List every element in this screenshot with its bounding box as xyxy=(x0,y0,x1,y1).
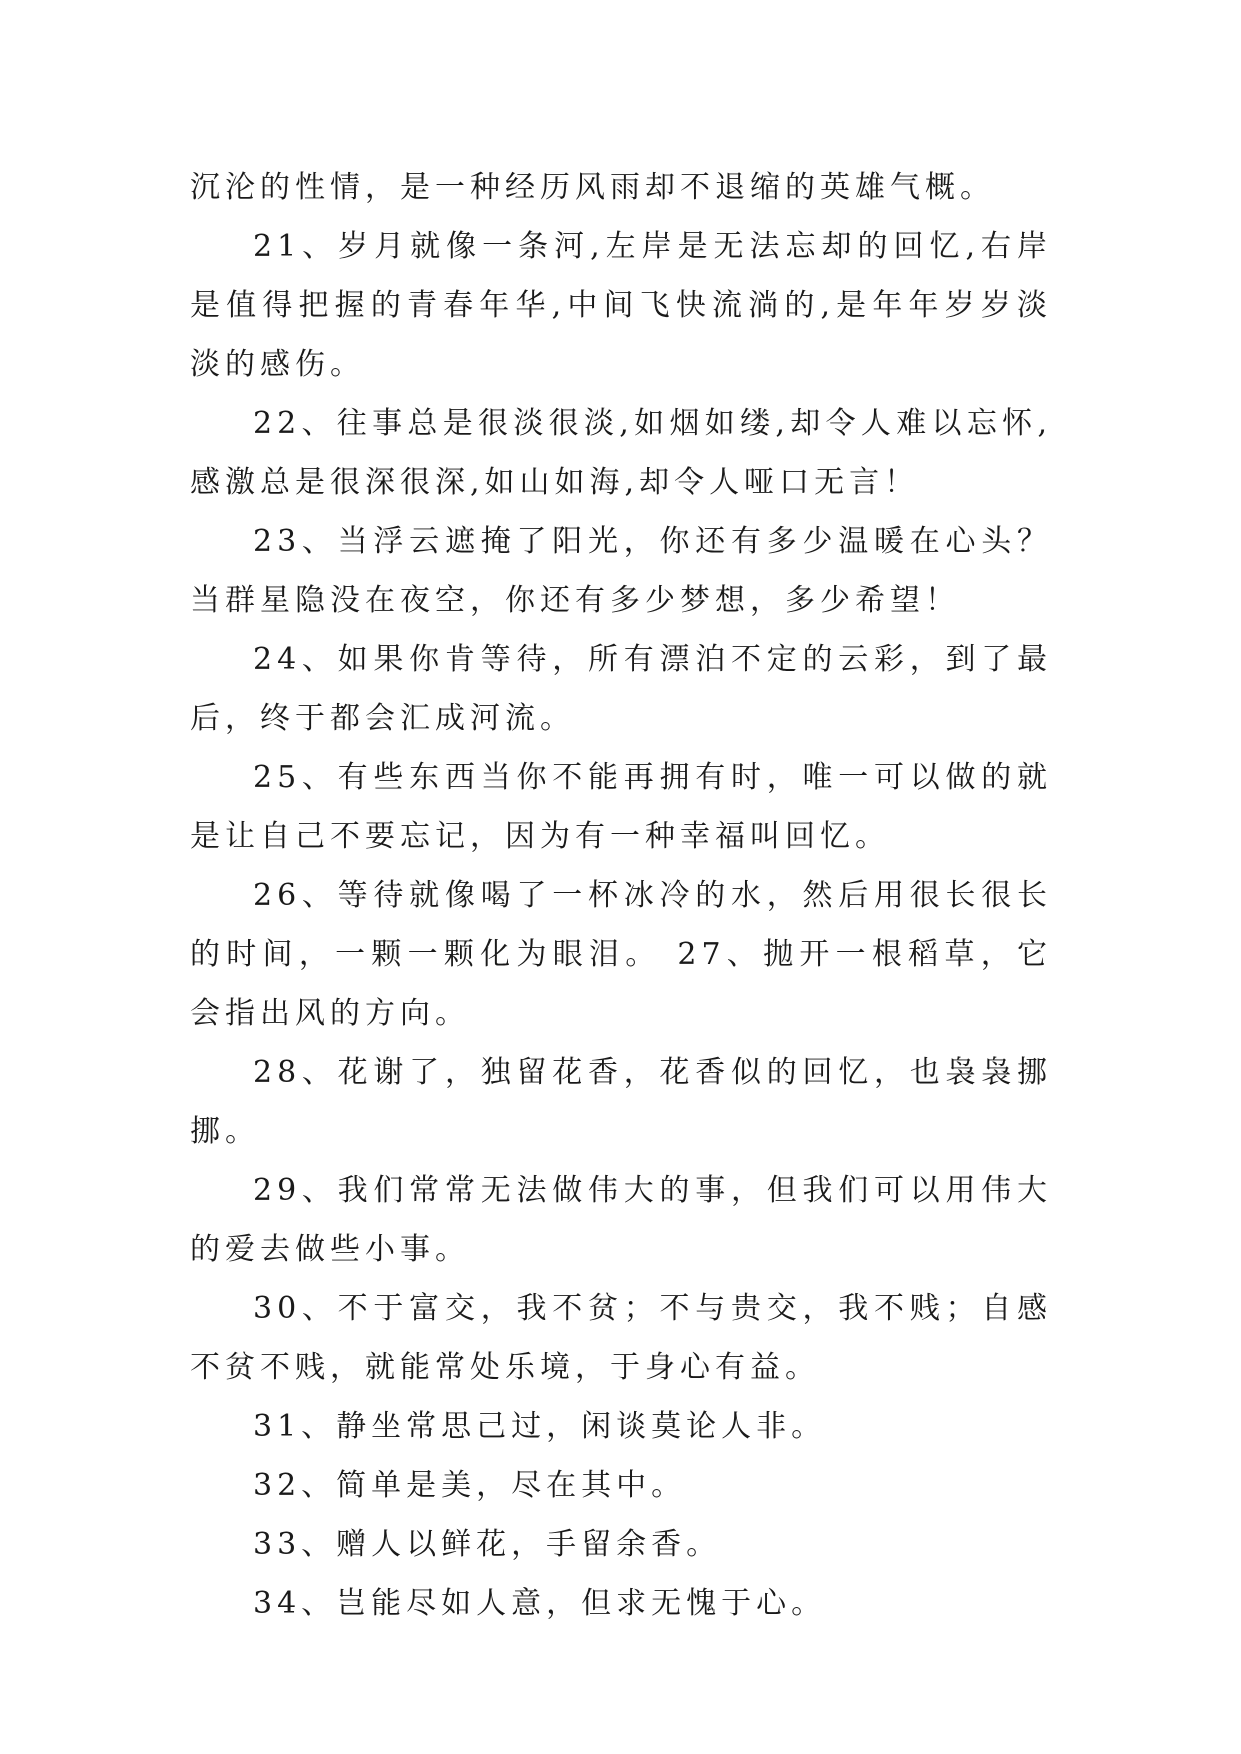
paragraph: 31、静坐常思己过，闲谈莫论人非。 xyxy=(253,1409,827,1444)
paragraph: 32、简单是美，尽在其中。 xyxy=(253,1468,687,1503)
paragraph: 29、我们常常无法做伟大的事，但我们可以用伟大的爱去做些小事。 xyxy=(190,1173,1052,1267)
paragraph: 26、等待就像喝了一杯冰冷的水，然后用很长很长的时间，一颗一颗化为眼泪。 27、抛开一根稻草，它会指出风的方向。 xyxy=(190,878,1052,1031)
paragraph: 沉沦的性情，是一种经历风雨却不退缩的英雄气概。 xyxy=(190,170,995,205)
document-body xyxy=(190,158,1052,1633)
paragraph: 30、不于富交，我不贫；不与贵交，我不贱；自感不贫不贱，就能常处乐境，于身心有益。 xyxy=(190,1291,1052,1385)
paragraph: 23、当浮云遮掩了阳光，你还有多少温暖在心头？当群星隐没在夜空，你还有多少梦想，多少希望！ xyxy=(190,524,1052,618)
paragraph: 33、赠人以鲜花，手留余香。 xyxy=(253,1527,722,1562)
paragraph: 34、岂能尽如人意，但求无愧于心。 xyxy=(253,1586,827,1621)
paragraph: 24、如果你肯等待，所有漂泊不定的云彩，到了最后，终于都会汇成河流。 xyxy=(190,642,1052,736)
paragraph: 22、往事总是很淡很淡,如烟如缕,却令人难以忘怀,感激总是很深很深,如山如海,却令人哑口无言！ xyxy=(190,406,1052,500)
paragraph: 25、有些东西当你不能再拥有时，唯一可以做的就是让自己不要忘记，因为有一种幸福叫回忆。 xyxy=(190,760,1052,854)
paragraph: 21、岁月就像一条河,左岸是无法忘却的回忆,右岸是值得把握的青春年华,中间飞快流淌的,是年年岁岁淡淡的感伤。 xyxy=(190,229,1052,382)
paragraph: 28、花谢了，独留花香，花香似的回忆，也袅袅挪挪。 xyxy=(190,1055,1052,1149)
